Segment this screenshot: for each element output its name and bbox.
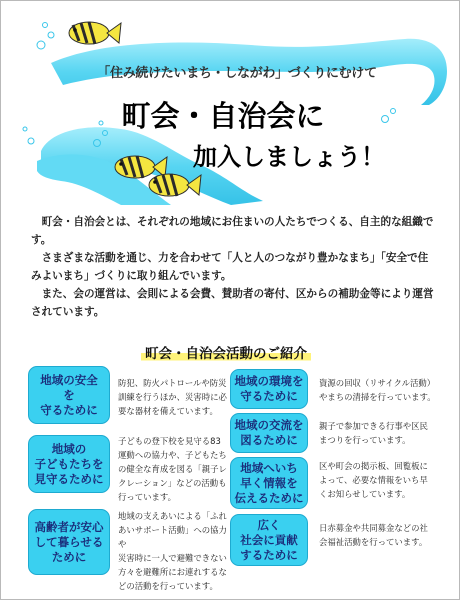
activity-box-community: 地域の交流を 図るために	[230, 413, 308, 453]
intro-paragraph: さまざまな活動を通じ、力を合わせて「人と人のつながり豊かなまち」「安全で住みよいまち」づくりに取り組んでいます。	[31, 252, 429, 282]
activity-box-environment: 地域の環境を 守るために	[230, 369, 308, 409]
intro-text	[31, 213, 436, 321]
activity-box-children: 地域の 子どもたちを 見守るために	[28, 435, 110, 493]
intro-paragraph: また、会の運営は、会則による会費、賛助者の寄付、区からの補助金等により運営されています。	[31, 288, 434, 318]
activity-description: 地域の支えあいによる「ふれ あいサポート活動」への協力や 災害時に一人で避難できない 方々を避難所にお連れするな どの活動を行っています。	[118, 511, 227, 591]
activity-description: 子どもの登下校を見守る83 運動への協力や、子どもたち の健全な育成を図る「親子レ クレーション」などの活動も 行っています。	[118, 436, 227, 502]
activity-description: 資源の回収（リサイクル活動） やまちの清掃を行っています。	[319, 378, 436, 402]
activity-description: 日赤募金や共同募金などの社 会福祉活動を行っています。	[319, 523, 428, 547]
section-title: 町会・自治会活動のご紹介	[141, 342, 311, 362]
fish-icon	[69, 22, 121, 44]
activity-box-contribution: 広く 社会に貢献 するために	[230, 514, 308, 566]
activity-box-safety: 地域の安全 を 守るために	[28, 366, 110, 424]
activity-box-information: 地域へいち 早く情報を 伝えるために	[230, 457, 308, 509]
subtitle: 「住み続けたいまち・しながわ」づくりにむけて	[97, 66, 377, 81]
activity-description: 区や町会の掲示板、回覧板に よって、必要な情報をいち早 くお知らせしています。	[319, 461, 428, 499]
intro-paragraph: 町会・自治会とは、それぞれの地域にお住まいの人たちでつくる、自主的な組織です。	[31, 216, 434, 246]
activity-description: 親子で参加できる行事や区民 まつりを行っています。	[319, 421, 428, 445]
activity-description: 防犯、防火パトロールや防災 訓練を行うほか、災害時に必 要な器材を備えています。	[118, 378, 227, 416]
page-title: 町会・自治会に	[121, 99, 325, 133]
page-title-line-2: 加入しましょう！	[193, 143, 385, 171]
activity-box-elderly: 高齢者が安心 して暮らせる ために	[28, 509, 110, 575]
